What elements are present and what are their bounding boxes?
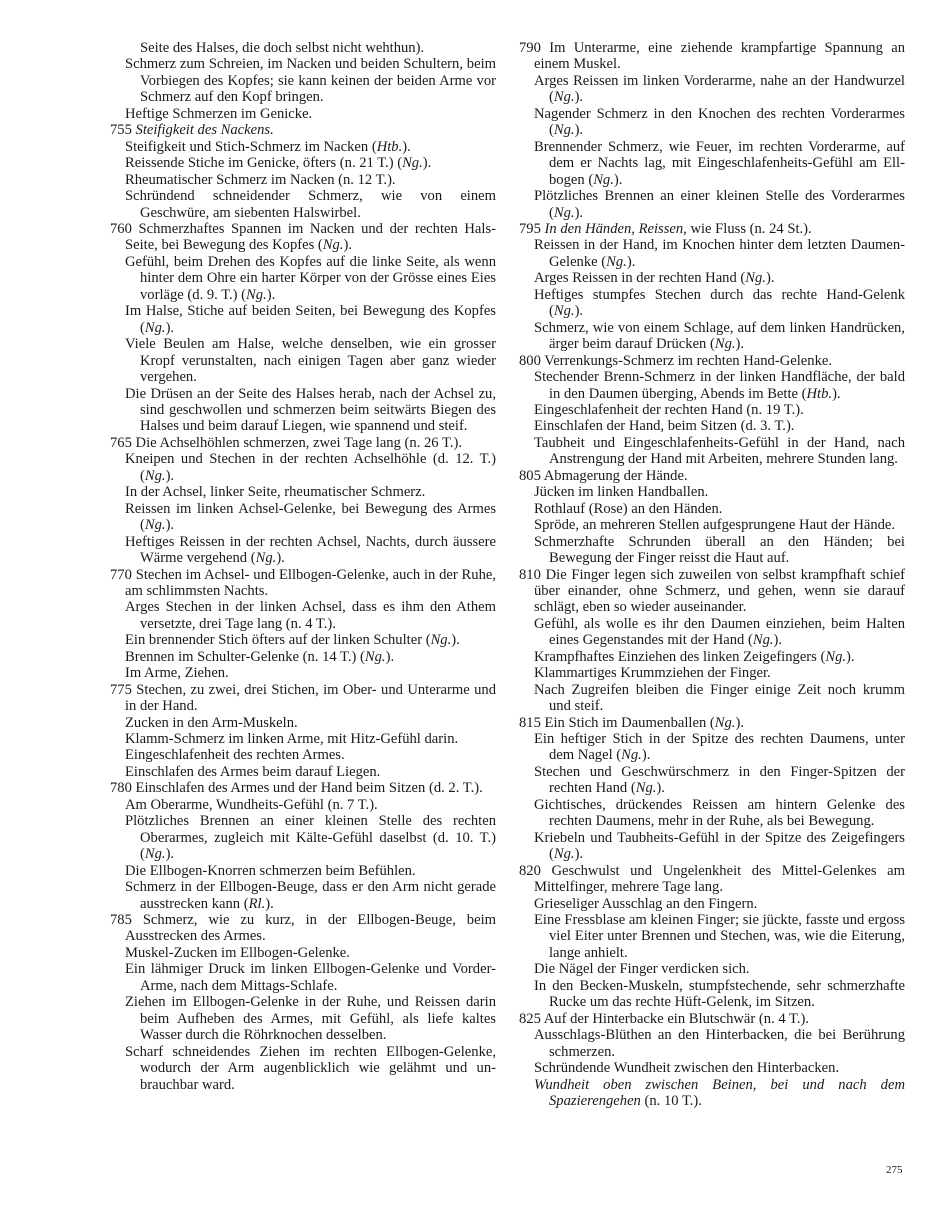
entry-text: Rothlauf (Rose) an den Händen.: [534, 500, 723, 517]
symptom-entry: [519, 534, 905, 567]
entry-text: Reissende Stiche im Genicke, öfters (n. 21 T.) (: [125, 155, 403, 172]
entry-text: ).: [265, 895, 274, 912]
symptom-entry: [519, 978, 905, 1011]
entry-text: Heftiges Reissen in der rechten Achsel, Nachts, durch äussere Wärme vergehend (: [125, 533, 496, 567]
entry-text: Ein Stich im Daumenballen (: [544, 714, 715, 731]
entry-text: Muskel-Zucken im Ellbogen-Gelenke.: [125, 944, 350, 961]
entry-number: 810: [519, 566, 541, 583]
entry-text: Grieseliger Ausschlag an den Fingern.: [534, 895, 758, 912]
entry-number: 760: [110, 220, 132, 237]
italic-text: In den Händen, Reissen: [544, 220, 684, 237]
entry-text: Heftige Schmerzen im Genicke.: [125, 105, 313, 122]
symptom-entry: [110, 715, 496, 731]
entry-text: ).: [343, 237, 352, 254]
symptom-entry: [110, 451, 496, 484]
entry-text: Scharf schneidendes Ziehen im rechten Ellbogen-Gelenke, wodurch der Arm augenblicklich wie gelähmt und unbrauchbar ward.: [125, 1043, 496, 1093]
italic-text: Ng.: [621, 747, 642, 764]
entry-text: Nach Zugreifen bleiben die Finger einige Zeit noch krumm und steif.: [534, 681, 905, 715]
symptom-entry: [519, 764, 905, 797]
entry-number: 765: [110, 434, 132, 451]
entry-text: Am Oberarme, Wundheits-Gefühl (n. 7 T.).: [125, 796, 378, 813]
entry-text: Schmerz, wie von einem Schlage, auf dem linken Handrücken, ärger beim darauf Drücken (: [534, 319, 905, 353]
numbered-symptom-entry: [519, 715, 905, 731]
entry-text: Einschlafen der Hand, beim Sitzen (d. 3. T.).: [534, 418, 795, 435]
entry-text: Krampfhaftes Einziehen des linken Zeigefingers (: [534, 648, 826, 665]
symptom-entry: [110, 172, 496, 188]
entry-text: Schmerz, wie zu kurz, in der Ellbogen-Beuge, beim Ausstrecken des Armes.: [125, 912, 496, 945]
entry-number: 825: [519, 1010, 541, 1027]
numbered-symptom-entry: [519, 863, 905, 896]
symptom-entry: [110, 303, 496, 336]
numbered-symptom-entry: [110, 221, 496, 254]
symptom-entry: [110, 56, 496, 105]
entry-text: Ziehen im Ellbogen-Gelenke in der Ruhe, und Reissen darin beim Aufheben des Armes, mit Gefühl, als liefe kaltes Wasser durch die Röhrknochen desselben.: [125, 994, 496, 1044]
entry-text: Die Drüsen an der Seite des Halses herab, nach der Achsel zu, sind geschwollen und schmerzen beim seitwärts Biegen des Halses und beim darauf Liegen, wie spannend und steif.: [125, 385, 496, 435]
entry-number: 775: [110, 681, 132, 698]
entry-text: Geschwulst und Ungelenkheit des Mittel-Gelenkes am Mittelfinger, mehrere Tage lang.: [534, 862, 905, 896]
numbered-symptom-entry: [519, 40, 905, 73]
symptom-entry: [519, 402, 905, 418]
entry-text: ).: [656, 780, 665, 797]
entry-text: Gefühl, als wolle es ihr den Daumen einziehen, beim Halten eines Gegenstandes mit der Hand (: [534, 615, 905, 649]
entry-text: Heftiges stumpfes Stechen durch das rechte Hand-Gelenk (: [534, 286, 905, 320]
italic-text: Ng.: [402, 155, 423, 172]
numbered-symptom-entry: [110, 122, 496, 138]
symptom-entry: [110, 599, 496, 632]
entry-text: (n. 10 T.).: [640, 1093, 702, 1109]
symptom-entry: [110, 945, 496, 961]
symptom-entry: [519, 418, 905, 434]
symptom-entry: [110, 40, 496, 56]
symptom-entry: [110, 534, 496, 567]
entry-number: 770: [110, 566, 132, 583]
symptom-entry: [519, 616, 905, 649]
symptom-entry: [519, 287, 905, 320]
italic-text: Ng.: [745, 270, 766, 287]
entry-text: ).: [574, 204, 584, 221]
entry-text: ).: [846, 648, 855, 665]
italic-text: Ng.: [144, 467, 166, 484]
entry-text: Arges Reissen im linken Vorderarme, nahe an der Handwurzel (: [534, 72, 905, 106]
italic-text: Ng.: [553, 89, 575, 106]
entry-text: Seite des Halses, die doch selbst nicht wehthun).: [140, 40, 425, 56]
symptom-entry: [110, 797, 496, 813]
entry-text: Klamm-Schmerz im linken Arme, mit Hitz-Gefühl darin.: [125, 731, 459, 748]
page-number: 275: [886, 1164, 903, 1176]
italic-text: Ng.: [825, 648, 847, 665]
symptom-entry: [519, 896, 905, 912]
entry-text: Die Nägel der Finger verdicken sich.: [534, 961, 750, 978]
symptom-entry: [519, 649, 905, 665]
symptom-entry: [110, 484, 496, 500]
right-column: [519, 40, 905, 1109]
italic-text: Ng.: [144, 517, 166, 534]
entry-text: Taubheit und Eingeschlafenheits-Gefühl in der Hand, nach Anstrengung der Hand mit Arbeiten, mehrere Stunden lang.: [534, 434, 905, 468]
entry-text: Ein brennender Stich öfters auf der linken Schulter (: [125, 632, 431, 649]
entry-text: Eingeschlafenheit der rechten Hand (n. 19 T.).: [534, 401, 804, 418]
entry-text: Die Ellbogen-Knorren schmerzen beim Befühlen.: [125, 862, 416, 879]
entry-text: Auf der Hinterbacke ein Blutschwär (n. 4 T.).: [543, 1010, 810, 1027]
entry-text: Klammartiges Krummziehen der Finger.: [534, 665, 771, 682]
entry-number: 800: [519, 352, 541, 369]
entry-number: 755: [110, 122, 132, 139]
symptom-entry: [519, 830, 905, 863]
entry-text: Spröde, an mehreren Stellen aufgesprungene Haut der Hände.: [534, 517, 896, 534]
symptom-entry: [519, 106, 905, 139]
entry-text: Ausschlags-Blüthen an den Hinterbacken, die bei Berührung schmerzen.: [534, 1027, 905, 1060]
symptom-entry: [110, 665, 496, 681]
entry-text: Viele Beulen am Halse, welche denselben, wie ein grosser Kropf verunstalten, nach einigen Tagen aber ganz wieder vergehen.: [125, 336, 496, 386]
entry-text: Plötzliches Brennen an einer kleinen Stelle des rechten Oberarmes, zugleich mit Kälte-Gefühl daselbst (d. 10. T.) (: [125, 813, 496, 863]
symptom-entry: [110, 386, 496, 435]
entry-text: ).: [165, 517, 175, 534]
italic-text: Ng.: [606, 253, 627, 270]
italic-text: Ng.: [714, 336, 736, 353]
italic-text: Ng.: [752, 632, 774, 649]
symptom-entry: [519, 320, 905, 353]
italic-text: Ng.: [553, 303, 575, 320]
entry-text: ).: [832, 385, 841, 402]
symptom-entry: [519, 188, 905, 221]
symptom-entry: [519, 1077, 905, 1110]
numbered-symptom-entry: [110, 435, 496, 451]
entry-text: Reissen im linken Achsel-Gelenke, bei Bewegung des Armes (: [125, 500, 496, 534]
symptom-entry: [519, 961, 905, 977]
entry-text: Reissen in der Hand, im Knochen hinter dem letzten Daumen-Gelenke (: [534, 237, 905, 270]
entry-text: Schmerz zum Schreien, im Nacken und beiden Schultern, beim Vorbiegen des Kopfes; sie kann keinen der beiden Arme vor Schmerz auf den Kopf bringen.: [125, 56, 496, 106]
symptom-entry: [519, 682, 905, 715]
symptom-entry: [519, 435, 905, 468]
entry-number: 790: [519, 40, 541, 56]
entry-text: Stechen, zu zwei, drei Stichen, im Ober- und Unterarme und in der Hand.: [125, 681, 496, 715]
entry-text: Nagender Schmerz in den Knochen des rechten Vorderarmes (: [534, 105, 905, 139]
entry-text: ).: [574, 122, 584, 139]
italic-text: Ng.: [322, 237, 344, 254]
numbered-symptom-entry: [519, 468, 905, 484]
entry-text: Die Finger legen sich zuweilen von selbst krampfhaft schief über einander, ohne Schmerz, und gehen, wenn sie darauf schlägt, eben so wieder auseinander.: [534, 566, 905, 616]
entry-text: Jücken im linken Handballen.: [534, 484, 709, 501]
italic-text: Ng.: [593, 171, 614, 188]
entry-text: , wie Fluss (n. 24 St.).: [683, 220, 812, 237]
italic-text: Ng.: [364, 648, 386, 665]
symptom-entry: [519, 731, 905, 764]
entry-text: In den Becken-Muskeln, stumpfstechende, sehr schmerzhafte Rucke um das rechte Hüft-Gelenk, im Sitzen.: [534, 977, 905, 1011]
entry-text: Abmagerung der Hände.: [543, 467, 688, 484]
symptom-entry: [519, 139, 905, 188]
entry-text: ).: [385, 648, 395, 665]
entry-text: ).: [451, 632, 460, 649]
entry-text: Gichtisches, drückendes Reissen am hintern Gelenke des rechten Daumens, mehr in der Ruhe, als bei Bewegung.: [534, 796, 905, 830]
entry-text: ).: [773, 632, 783, 649]
numbered-symptom-entry: [519, 353, 905, 369]
numbered-symptom-entry: [519, 221, 905, 237]
symptom-entry: [519, 484, 905, 500]
entry-text: Arges Stechen in der linken Achsel, dass es ihm den Athem versetzte, drei Tage lang (n. 4 T.).: [125, 599, 496, 632]
entry-text: Zucken in den Arm-Muskeln.: [125, 714, 298, 731]
entry-text: In der Achsel, linker Seite, rheumatischer Schmerz.: [125, 484, 426, 501]
symptom-entry: [110, 188, 496, 221]
symptom-entry: [110, 747, 496, 763]
entry-number: 815: [519, 714, 541, 731]
entry-text: Plötzliches Brennen an einer kleinen Stelle des Vorderarmes (: [534, 188, 905, 221]
entry-text: ).: [765, 270, 775, 287]
italic-text: Ng.: [144, 319, 166, 336]
entry-text: Brennen im Schulter-Gelenke (n. 14 T.) (: [125, 648, 365, 665]
entry-text: ).: [165, 846, 175, 863]
entry-text: Steifigkeit und Stich-Schmerz im Nacken (: [125, 138, 377, 155]
entry-text: Schmerzhafte Schrunden überall an den Händen; bei Bewegung der Finger reisst die Haut auf.: [534, 533, 905, 567]
symptom-entry: [110, 155, 496, 171]
italic-text: Ng.: [255, 550, 277, 567]
entry-text: ).: [626, 253, 636, 270]
italic-text: Ng.: [714, 714, 736, 731]
entry-text: ).: [165, 467, 175, 484]
entry-text: Ein heftiger Stich in der Spitze des rechten Daumens, unter dem Nagel (: [534, 731, 905, 764]
entry-text: Die Achselhöhlen schmerzen, zwei Tage lang (n. 26 T.).: [135, 434, 462, 451]
italic-text: Htb.: [806, 385, 833, 402]
entry-text: Schmerzhaftes Spannen im Nacken und der rechten Hals-Seite, bei Bewegung des Kopfes (: [125, 220, 497, 254]
numbered-symptom-entry: [110, 567, 496, 600]
entry-text: Einschlafen des Armes beim darauf Liegen.: [125, 763, 381, 780]
italic-text: Ng.: [553, 122, 575, 139]
italic-text: Htb.: [376, 138, 403, 155]
entry-text: ).: [402, 138, 411, 155]
entry-text: Im Unterarme, eine ziehende krampfartige Spannung an einem Muskel.: [534, 40, 905, 73]
symptom-entry: [519, 1027, 905, 1060]
entry-text: ).: [574, 303, 584, 320]
symptom-entry: [519, 1060, 905, 1076]
numbered-symptom-entry: [519, 1011, 905, 1027]
entry-text: Kriebeln und Taubheits-Gefühl in der Spitze des Zeigefingers (: [534, 829, 905, 863]
symptom-entry: [110, 863, 496, 879]
entry-text: ).: [165, 319, 175, 336]
symptom-entry: [110, 632, 496, 648]
entry-text: Verrenkungs-Schmerz im rechten Hand-Gelenke.: [544, 352, 832, 369]
entry-text: Rheumatischer Schmerz im Nacken (n. 12 T.).: [125, 171, 396, 188]
symptom-entry: [519, 912, 905, 961]
symptom-entry: [110, 254, 496, 303]
entry-text: Ein lähmiger Druck im linken Ellbogen-Gelenke und Vorder-Arme, nach dem Mittags-Schlafe.: [125, 961, 496, 994]
entry-text: Gefühl, beim Drehen des Kopfes auf die linke Seite, als wenn hinter dem Ohre ein harter Körper von der Grösse eines Eies vorläge (d. 9. T.) (: [125, 253, 496, 303]
numbered-symptom-entry: [110, 682, 496, 715]
entry-text: ).: [574, 89, 584, 106]
italic-text: Ng.: [635, 780, 657, 797]
symptom-entry: [110, 649, 496, 665]
entry-text: Schründende Wundheit zwischen den Hinterbacken.: [534, 1060, 840, 1077]
entry-number: 795: [519, 220, 541, 237]
entry-text: Eingeschlafenheit des rechten Armes.: [125, 747, 345, 764]
italic-text: Rl.: [248, 895, 266, 912]
symptom-entry: [110, 879, 496, 912]
italic-text: Ng.: [430, 632, 452, 649]
entry-text: ).: [422, 155, 432, 172]
italic-text: Steifigkeit des Nackens.: [135, 122, 274, 139]
entry-text: Im Halse, Stiche auf beiden Seiten, bei Bewegung des Kopfes (: [125, 303, 496, 336]
symptom-entry: [519, 369, 905, 402]
entry-text: Im Arme, Ziehen.: [125, 665, 229, 682]
entry-text: Stechen und Geschwürschmerz in den Finger-Spitzen der rechten Hand (: [534, 763, 905, 797]
symptom-entry: [110, 501, 496, 534]
symptom-entry: [519, 73, 905, 106]
entry-text: ).: [574, 846, 584, 863]
symptom-entry: [519, 501, 905, 517]
left-column: [110, 40, 496, 1093]
symptom-entry: [519, 665, 905, 681]
entry-text: ).: [613, 171, 623, 188]
numbered-symptom-entry: [519, 567, 905, 616]
symptom-entry: [519, 270, 905, 286]
italic-text: Ng.: [553, 846, 575, 863]
symptom-entry: [519, 237, 905, 270]
entry-text: Brennender Schmerz, wie Feuer, im rechten Vorderarme, auf dem er Nachts lag, mit Eingeschlafenheits-Gefühl am Ellbogen (: [534, 138, 905, 188]
symptom-entry: [110, 813, 496, 862]
entry-text: Stechen im Achsel- und Ellbogen-Gelenke, auch in der Ruhe, am schlimmsten Nachts.: [125, 566, 496, 599]
symptom-entry: [110, 106, 496, 122]
symptom-entry: [110, 336, 496, 385]
entry-text: Kneipen und Stechen in der rechten Achselhöhle (d. 12. T.) (: [125, 451, 496, 484]
entry-text: ).: [735, 714, 744, 731]
symptom-entry: [110, 994, 496, 1043]
numbered-symptom-entry: [110, 780, 496, 796]
symptom-entry: [519, 517, 905, 533]
numbered-symptom-entry: [110, 912, 496, 945]
entry-text: ).: [276, 550, 285, 567]
entry-text: ).: [641, 747, 651, 764]
italic-text: Ng.: [246, 286, 267, 303]
entry-text: ).: [266, 286, 276, 303]
symptom-entry: [110, 731, 496, 747]
entry-number: 785: [110, 912, 132, 929]
symptom-entry: [110, 1044, 496, 1093]
entry-number: 820: [519, 862, 541, 879]
entry-text: Einschlafen des Armes und der Hand beim Sitzen (d. 2. T.).: [135, 780, 483, 797]
italic-text: Ng.: [144, 846, 166, 863]
entry-text: Stechender Brenn-Schmerz in der linken Handfläche, der bald in den Daumen überging, Abends im Bette (: [534, 369, 905, 402]
symptom-entry: [110, 764, 496, 780]
italic-text: Wundheit oben zwischen Beinen, bei und nach dem Spazierengehen: [534, 1076, 905, 1109]
entry-text: Eine Fressblase am kleinen Finger; sie jückte, fasste und ergoss viel Eiter unter Brennen und Stechen, was, wie die Eiterung, lange anhielt.: [534, 912, 905, 961]
entry-text: Arges Reissen in der rechten Hand (: [534, 270, 746, 287]
entry-number: 780: [110, 780, 132, 797]
italic-text: Ng.: [553, 204, 575, 221]
entry-text: Schründend schneidender Schmerz, wie von einem Geschwüre, am siebenten Halswirbel.: [125, 188, 496, 221]
entry-text: ).: [735, 336, 745, 353]
symptom-entry: [110, 139, 496, 155]
symptom-entry: [110, 961, 496, 994]
symptom-entry: [519, 797, 905, 830]
entry-text: Schmerz in der Ellbogen-Beuge, dass er den Arm nicht gerade ausstrecken kann (: [125, 879, 496, 912]
entry-number: 805: [519, 467, 541, 484]
